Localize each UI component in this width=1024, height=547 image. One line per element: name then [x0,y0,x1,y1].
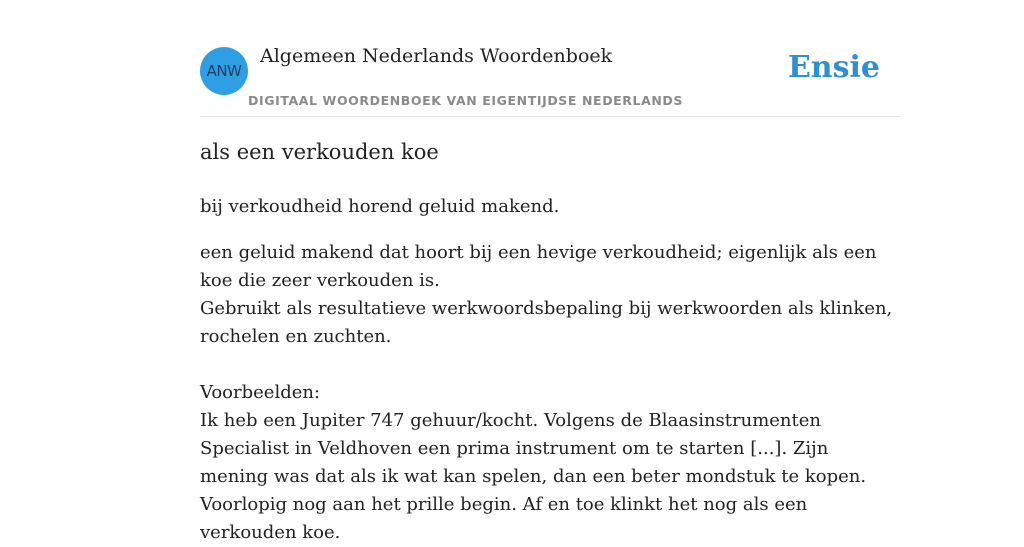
definition-text: een geluid makend dat hoort bij een hevige verkoudheid; eigenlijk als een koe die zeer verkouden is. [200,242,877,291]
usage-text: Gebruikt als resultatieve werkwoordsbepaling bij werkwoorden als klinken, rochelen en zuchten. [200,298,893,347]
example-text: Ik heb een Jupiter 747 gehuur/kocht. Volgens de Blaasinstrumenten Specialist in Veldhoven een prima instrument om te starten [...]. Zijn mening was dat als ik wat kan spelen, dan een beter mondstuk te kopen. Voorlopig nog aan het prille begin. Af en toe klinkt het nog als een verkouden koe. [200,410,867,543]
page [200,0,900,543]
site-subtitle: DIGITAAL WOORDENBOEK VAN EIGENTIJDSE NEDERLANDS [248,93,684,108]
site-title[interactable]: Algemeen Nederlands Woordenboek [260,45,613,67]
paragraph-gap [200,351,900,379]
entry-title: als een verkouden koe [200,140,439,164]
site-header [200,0,900,117]
examples-label: Voorbeelden: [200,382,321,403]
short-definition: bij verkoudheid horend geluid makend. [200,196,560,217]
anw-logo[interactable] [200,47,248,95]
ensie-brand-link[interactable]: Ensie [787,50,880,85]
logo-text: ANW [206,62,242,80]
entry-body [200,239,900,547]
